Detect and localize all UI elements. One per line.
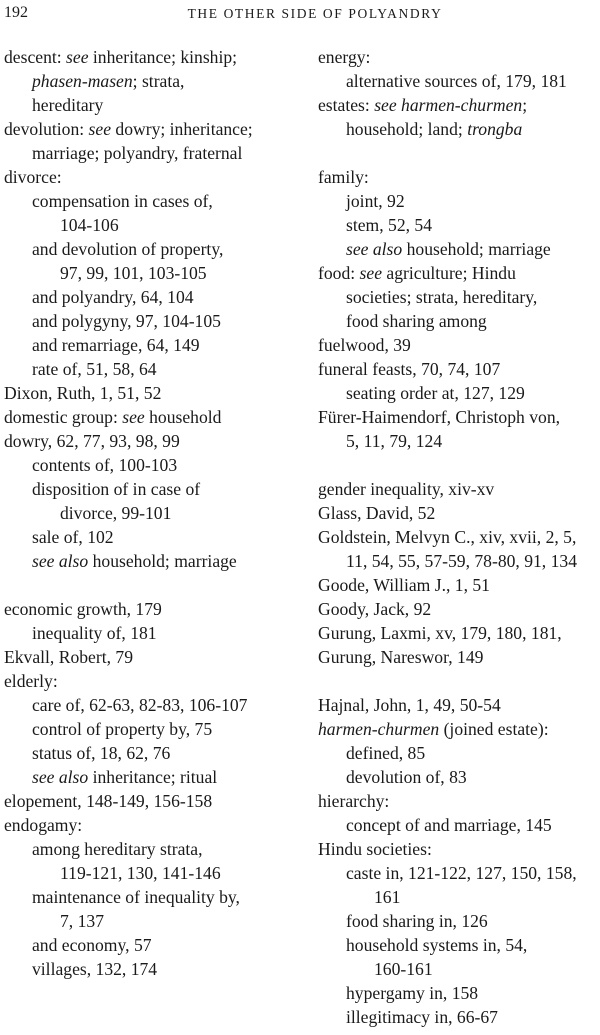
index-text: domestic group: xyxy=(4,407,123,427)
index-subentry xyxy=(4,525,294,549)
index-text: family: xyxy=(318,167,369,187)
index-entry xyxy=(4,165,294,189)
index-entry xyxy=(318,789,600,813)
index-text: stem, 52, 54 xyxy=(346,215,433,235)
index-text: household; land; xyxy=(346,119,468,139)
index-subentry xyxy=(318,309,600,333)
index-gap xyxy=(318,453,600,477)
index-text: seating order at, 127, 129 xyxy=(346,383,525,403)
index-text: Goldstein, Melvyn C., xiv, xvii, 2, 5, xyxy=(318,527,577,547)
index-text: 161 xyxy=(374,887,401,907)
index-text: fuelwood, 39 xyxy=(318,335,411,355)
index-entry xyxy=(318,477,600,501)
index-text: divorce: xyxy=(4,167,62,187)
index-text: and polygyny, 97, 104-105 xyxy=(32,311,221,331)
index-text: household systems in, 54, xyxy=(346,935,528,955)
index-subentry xyxy=(4,717,294,741)
index-entry xyxy=(4,645,294,669)
index-italic-text: see also xyxy=(346,239,403,259)
index-subentry xyxy=(4,933,294,957)
index-subentry xyxy=(318,237,600,261)
index-text: 97, 99, 101, 103-105 xyxy=(60,263,207,283)
index-text: dowry; inheritance; xyxy=(111,119,253,139)
index-subentry xyxy=(318,765,600,789)
index-subentry xyxy=(4,69,294,93)
index-text: and economy, 57 xyxy=(32,935,152,955)
index-subentry xyxy=(318,189,600,213)
index-text: household; marriage xyxy=(88,551,237,571)
index-subentry xyxy=(4,285,294,309)
page-header xyxy=(0,0,600,32)
index-entry xyxy=(318,501,600,525)
index-entry xyxy=(318,573,600,597)
index-entry xyxy=(318,717,600,741)
index-column-left xyxy=(4,45,294,981)
index-text: inheritance; ritual xyxy=(88,767,218,787)
index-text: rate of, 51, 58, 64 xyxy=(32,359,157,379)
index-italic-text: harmen-churmen xyxy=(318,719,440,739)
index-text: gender inequality, xiv-xv xyxy=(318,479,495,499)
index-subentry xyxy=(318,885,600,909)
index-text: estates: xyxy=(318,95,375,115)
index-subentry xyxy=(318,69,600,93)
index-text: household; marriage xyxy=(402,239,551,259)
index-italic-text: see xyxy=(122,407,145,427)
index-text: sale of, 102 xyxy=(32,527,114,547)
index-subentry xyxy=(4,453,294,477)
index-entry xyxy=(318,405,600,429)
index-text: Ekvall, Robert, 79 xyxy=(4,647,133,667)
index-gap xyxy=(318,669,600,693)
index-text: inheritance; kinship; xyxy=(88,47,238,67)
index-subentry xyxy=(318,429,600,453)
index-subentry xyxy=(4,621,294,645)
index-subentry xyxy=(318,381,600,405)
index-subentry xyxy=(4,189,294,213)
index-entry xyxy=(4,117,294,141)
index-text: food sharing among xyxy=(346,311,487,331)
index-text: control of property by, 75 xyxy=(32,719,213,739)
index-text: descent: xyxy=(4,47,67,67)
index-italic-text: see harmen-churmen xyxy=(374,95,523,115)
index-text: Fürer-Haimendorf, Christoph von, xyxy=(318,407,561,427)
index-entry xyxy=(318,621,600,645)
index-text: Goode, William J., 1, 51 xyxy=(318,575,490,595)
index-text: maintenance of inequality by, xyxy=(32,887,240,907)
index-text: villages, 132, 174 xyxy=(32,959,158,979)
index-text: concept of and marriage, 145 xyxy=(346,815,552,835)
index-text: funeral feasts, 70, 74, 107 xyxy=(318,359,501,379)
index-subentry xyxy=(4,549,294,573)
index-entry xyxy=(4,813,294,837)
index-text: hierarchy: xyxy=(318,791,390,811)
index-text: alternative sources of, 179, 181 xyxy=(346,71,567,91)
index-italic-text: see xyxy=(359,263,383,283)
index-text: elderly: xyxy=(4,671,58,691)
index-text: 104-106 xyxy=(60,215,119,235)
index-subentry xyxy=(4,861,294,885)
index-subentry xyxy=(4,765,294,789)
index-subentry xyxy=(4,261,294,285)
index-text: divorce, 99-101 xyxy=(60,503,172,523)
index-text: economic growth, 179 xyxy=(4,599,162,619)
index-text: Goody, Jack, 92 xyxy=(318,599,432,619)
index-subentry xyxy=(4,141,294,165)
index-entry xyxy=(318,93,600,117)
index-subentry xyxy=(4,333,294,357)
index-subentry xyxy=(4,885,294,909)
index-text: status of, 18, 62, 76 xyxy=(32,743,171,763)
index-gap xyxy=(4,573,294,597)
index-text: Gurung, Laxmi, xv, 179, 180, 181, xyxy=(318,623,562,643)
index-text: household xyxy=(144,407,222,427)
index-text: marriage; polyandry, fraternal xyxy=(32,143,243,163)
index-entry xyxy=(4,381,294,405)
index-entry xyxy=(318,333,600,357)
index-italic-text: trongba xyxy=(467,119,523,139)
index-subentry xyxy=(318,981,600,1005)
index-subentry xyxy=(318,549,600,573)
index-text: elopement, 148-149, 156-158 xyxy=(4,791,213,811)
index-subentry xyxy=(4,213,294,237)
index-italic-text: phasen-masen xyxy=(32,71,133,91)
index-text: compensation in cases of, xyxy=(32,191,213,211)
index-subentry xyxy=(4,93,294,117)
index-italic-text: see also xyxy=(32,551,89,571)
index-subentry xyxy=(318,957,600,981)
index-text: food sharing in, 126 xyxy=(346,911,488,931)
index-subentry xyxy=(318,285,600,309)
index-subentry xyxy=(318,861,600,885)
index-entry xyxy=(4,45,294,69)
index-text: inequality of, 181 xyxy=(32,623,157,643)
index-entry xyxy=(4,597,294,621)
index-text: care of, 62-63, 82-83, 106-107 xyxy=(32,695,248,715)
index-text: agriculture; Hindu xyxy=(382,263,516,283)
index-entry xyxy=(318,525,600,549)
index-subentry xyxy=(318,1005,600,1029)
index-text: and devolution of property, xyxy=(32,239,224,259)
index-entry xyxy=(318,45,600,69)
index-subentry xyxy=(318,117,600,141)
index-text: illegitimacy in, 66-67 xyxy=(346,1007,498,1027)
index-text: Gurung, Nareswor, 149 xyxy=(318,647,484,667)
index-text: energy: xyxy=(318,47,371,67)
index-subentry xyxy=(4,957,294,981)
index-entry xyxy=(318,837,600,861)
index-text: 7, 137 xyxy=(60,911,104,931)
index-text: endogamy: xyxy=(4,815,83,835)
index-text: among hereditary strata, xyxy=(32,839,203,859)
index-text: 5, 11, 79, 124 xyxy=(346,431,443,451)
index-subentry xyxy=(4,837,294,861)
index-subentry xyxy=(4,477,294,501)
index-subentry xyxy=(4,501,294,525)
index-entry xyxy=(318,261,600,285)
index-text: defined, 85 xyxy=(346,743,426,763)
index-subentry xyxy=(4,741,294,765)
index-italic-text: see xyxy=(88,119,112,139)
index-text: devolution of, 83 xyxy=(346,767,467,787)
index-text: caste in, 121-122, 127, 150, 158, xyxy=(346,863,577,883)
index-text: 119-121, 130, 141-146 xyxy=(60,863,221,883)
index-entry xyxy=(318,693,600,717)
index-entry xyxy=(318,357,600,381)
index-subentry xyxy=(318,741,600,765)
index-text: and remarriage, 64, 149 xyxy=(32,335,200,355)
index-text: hereditary xyxy=(32,95,104,115)
page-number: 192 xyxy=(4,4,28,21)
index-entry xyxy=(4,429,294,453)
index-subentry xyxy=(318,813,600,837)
index-entry xyxy=(4,405,294,429)
index-text: contents of, 100-103 xyxy=(32,455,178,475)
index-text: disposition of in case of xyxy=(32,479,201,499)
index-text: devolution: xyxy=(4,119,89,139)
index-subentry xyxy=(318,933,600,957)
index-italic-text: see xyxy=(66,47,89,67)
index-text: (joined estate): xyxy=(439,719,549,739)
index-entry xyxy=(318,597,600,621)
index-text: 11, 54, 55, 57-59, 78-80, 91, 134 xyxy=(346,551,577,571)
index-entry xyxy=(318,165,600,189)
index-text: Dixon, Ruth, 1, 51, 52 xyxy=(4,383,162,403)
index-subentry xyxy=(4,357,294,381)
index-text: hypergamy in, 158 xyxy=(346,983,479,1003)
index-entry xyxy=(318,645,600,669)
index-entry xyxy=(4,789,294,813)
index-text: 160-161 xyxy=(374,959,433,979)
index-text: and polyandry, 64, 104 xyxy=(32,287,194,307)
index-text: Hindu societies: xyxy=(318,839,432,859)
running-head: THE OTHER SIDE OF POLYANDRY xyxy=(187,6,443,21)
index-text: food: xyxy=(318,263,360,283)
index-text: ; xyxy=(522,95,528,115)
index-text: dowry, 62, 77, 93, 98, 99 xyxy=(4,431,180,451)
index-italic-text: see also xyxy=(32,767,89,787)
index-subentry xyxy=(4,693,294,717)
index-subentry xyxy=(4,309,294,333)
index-text: joint, 92 xyxy=(346,191,405,211)
index-gap xyxy=(318,141,600,165)
index-text: Hajnal, John, 1, 49, 50-54 xyxy=(318,695,501,715)
index-subentry xyxy=(318,213,600,237)
index-text: Glass, David, 52 xyxy=(318,503,436,523)
index-subentry xyxy=(4,909,294,933)
index-text: ; strata, xyxy=(132,71,185,91)
index-subentry xyxy=(4,237,294,261)
index-text: societies; strata, hereditary, xyxy=(346,287,538,307)
index-subentry xyxy=(318,909,600,933)
index-entry xyxy=(4,669,294,693)
index-column-right xyxy=(318,45,600,1029)
